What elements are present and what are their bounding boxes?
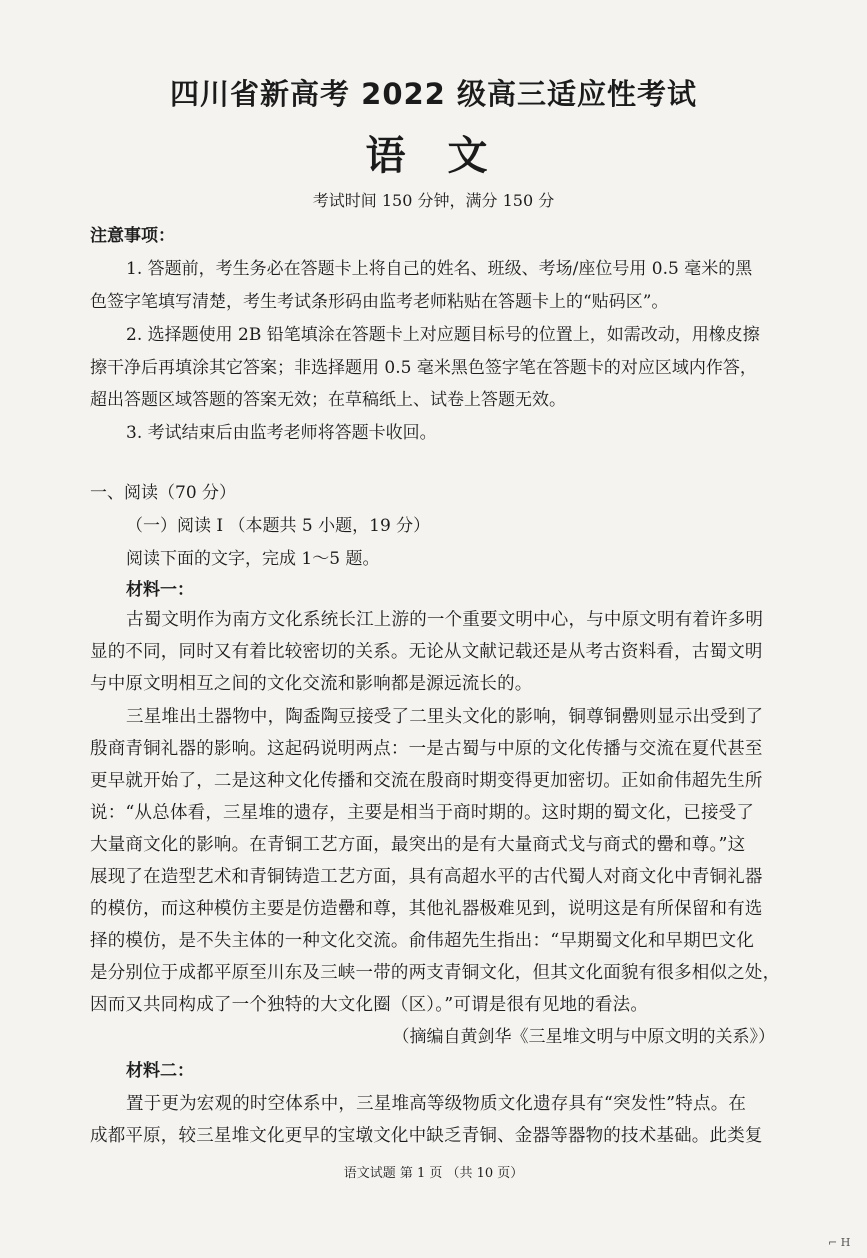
notice-heading: 注意事项： [90, 226, 175, 246]
section-heading: 一、阅读（70 分） [90, 483, 237, 503]
material-one-line: 择的模仿，是不失主体的一种文化交流。俞伟超先生指出：“早期蜀文化和早期巴文化 [90, 931, 755, 951]
material-one-line: 的模仿，而这种模仿主要是仿造罍和尊，其他礼器极难见到，说明这是有所保留和有选 [90, 899, 763, 919]
material-one-line: 殷商青铜礼器的影响。这起码说明两点：一是古蜀与中原的文化传播与交流在夏代甚至 [90, 739, 763, 759]
material-one-source: （摘编自黄剑华《三星堆文明与中原文明的关系》） [392, 1027, 775, 1047]
notice-line: 擦干净后再填涂其它答案；非选择题用 0.5 毫米黑色签字笔在答题卡的对应区域内作答， [90, 358, 757, 378]
notice-line: 3. 考试结束后由监考老师将答题卡收回。 [126, 423, 437, 443]
material-one-line: 三星堆出土器物中，陶盉陶豆接受了二里头文化的影响，铜尊铜罍则显示出受到了 [126, 707, 764, 727]
material-two-label: 材料二： [126, 1061, 194, 1081]
material-one-line: 与中原文明相互之间的文化交流和影响都是源远流长的。 [90, 674, 533, 694]
material-one-line: 说：“从总体看，三星堆的遗存，主要是相当于商时期的。这时期的蜀文化，已接受了 [90, 803, 755, 823]
notice-line: 超出答题区域答题的答案无效；在草稿纸上、试卷上答题无效。 [90, 390, 566, 410]
material-one-label: 材料一： [126, 580, 194, 600]
reading-instruction: 阅读下面的文字，完成 1～5 题。 [126, 549, 380, 569]
material-one-line: 显的不同，同时又有着比较密切的关系。无论从文献记载还是从考古资料看，古蜀文明 [90, 642, 763, 662]
page-footer: 语文试题 第 1 页 （共 10 页） [343, 1166, 524, 1181]
material-one-line: 大量商文化的影响。在青铜工艺方面，最突出的是有大量商式戈与商式的罍和尊。”这 [90, 835, 746, 855]
notice-line: 1. 答题前，考生务必在答题卡上将自己的姓名、班级、考场/座位号用 0.5 毫米的黑 [126, 259, 753, 279]
exam-meta: 考试时间 150 分钟，满分 150 分 [312, 191, 555, 210]
material-two-line: 成都平原，较三星堆文化更早的宝墩文化中缺乏青铜、金器等器物的技术基础。此类复 [90, 1126, 763, 1146]
notice-line: 色签字笔填写清楚，考生考试条形码由监考老师粘贴在答题卡上的“贴码区”。 [90, 292, 669, 312]
material-one-line: 古蜀文明作为南方文化系统长江上游的一个重要文明中心，与中原文明有着许多明 [126, 610, 764, 630]
material-two-line: 置于更为宏观的时空体系中，三星堆高等级物质文化遗存具有“突发性”特点。在 [126, 1094, 747, 1114]
material-one-line: 更早就开始了，二是这种文化传播和交流在殷商时期变得更加密切。正如俞伟超先生所 [90, 771, 763, 791]
corner-mark: ⌐ H [828, 1236, 851, 1249]
material-one-line: 展现了在造型艺术和青铜铸造工艺方面，具有高超水平的古代蜀人对商文化中青铜礼器 [90, 867, 763, 887]
subject-title: 语 文 [365, 133, 502, 179]
sub-section-heading: （一）阅读 I （本题共 5 小题，19 分） [126, 516, 431, 536]
material-one-line: 是分别位于成都平原至川东及三峡一带的两支青铜文化，但其文化面貌有很多相似之处， [90, 963, 781, 983]
exam-title: 四川省新高考 2022 级高三适应性考试 [170, 77, 697, 111]
notice-line: 2. 选择题使用 2B 铅笔填涂在答题卡上对应题目标号的位置上，如需改动，用橡皮擦 [126, 325, 760, 345]
material-one-line: 因而又共同构成了一个独特的大文化圈（区）。”可谓是很有见地的看法。 [90, 995, 649, 1015]
